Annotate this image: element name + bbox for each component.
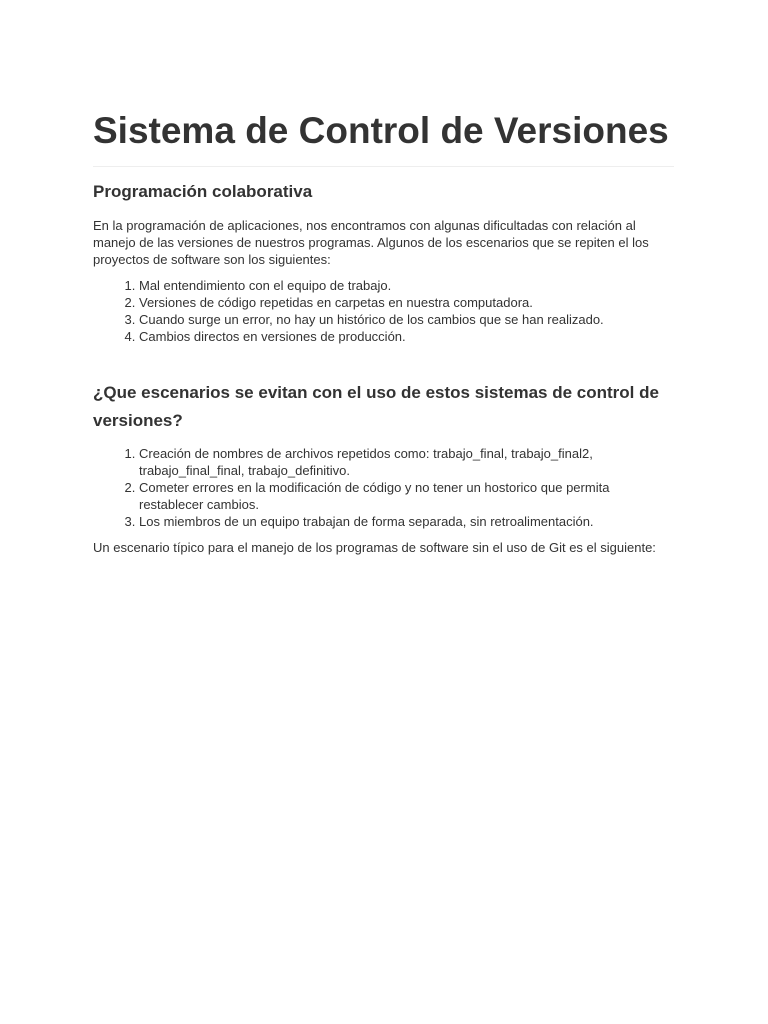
section-heading-programacion-colaborativa: Programación colaborativa bbox=[93, 182, 313, 201]
list-item: 3. Cuando surge un error, no hay un histórico de los cambios que se han realizado. bbox=[139, 311, 674, 328]
closing-paragraph: Un escenario típico para el manejo de los programas de software sin el uso de Git es el siguiente: bbox=[93, 540, 656, 555]
section-heading-escenarios-evitados: ¿Que escenarios se evitan con el uso de estos sistemas de control de versiones? bbox=[93, 383, 659, 430]
list-item: 2. Versiones de código repetidas en carpetas en nuestra computadora. bbox=[139, 294, 674, 311]
list-item: 1. Mal entendimiento con el equipo de trabajo. bbox=[139, 277, 674, 294]
list-item: 2. Cometer errores en la modificación de código y no tener un hostorico que permita restablecer cambios. bbox=[139, 479, 674, 513]
title-divider bbox=[93, 166, 674, 167]
page-title: Sistema de Control de Versiones bbox=[93, 110, 669, 151]
list-item: 1. Creación de nombres de archivos repetidos como: trabajo_final, trabajo_final2, trabajo_final_final, trabajo_definitivo. bbox=[139, 445, 674, 479]
list-item: 4. Cambios directos en versiones de producción. bbox=[139, 328, 674, 345]
intro-paragraph: En la programación de aplicaciones, nos encontramos con algunas dificultadas con relación al manejo de las versiones de nuestros programas. Algunos de los escenarios que se repiten el los proyectos de software son los siguientes: bbox=[93, 218, 649, 267]
list-item: 3. Los miembros de un equipo trabajan de forma separada, sin retroalimentación. bbox=[139, 513, 674, 530]
document-page bbox=[93, 0, 674, 556]
avoided-scenarios-list bbox=[93, 445, 674, 530]
scenarios-list bbox=[93, 277, 674, 345]
